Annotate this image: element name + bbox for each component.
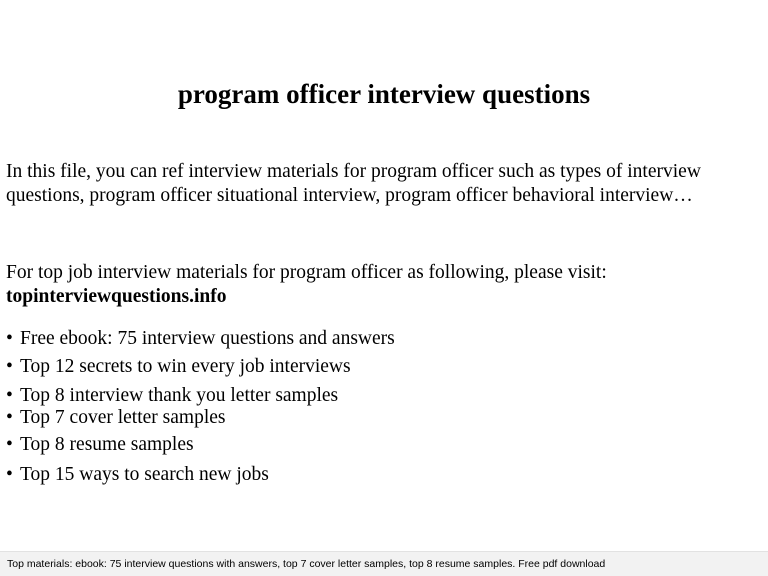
list-item <box>6 434 194 456</box>
list-item-text: Top 15 ways to search new jobs <box>20 464 269 485</box>
bullet-icon: • <box>6 464 13 485</box>
list-item <box>6 356 351 378</box>
list-item-text: Top 7 cover letter samples <box>20 407 226 428</box>
list-item <box>6 385 338 407</box>
bullet-icon: • <box>6 407 13 428</box>
list-item <box>6 407 225 429</box>
site-link[interactable]: topinterviewquestions.info <box>6 286 227 307</box>
visit-text: For top job interview materials for program officer as following, please visit: <box>6 262 607 283</box>
list-item <box>6 328 395 350</box>
list-item-text: Free ebook: 75 interview questions and answers <box>20 328 395 349</box>
bullet-icon: • <box>6 328 13 349</box>
footer-bar: Top materials: ebook: 75 interview questions with answers, top 7 cover letter samples, top 8 resume samples. Free pdf download <box>0 551 768 576</box>
intro-paragraph: In this file, you can ref interview materials for program officer such as types of interview questions, program officer situational interview, program officer behavioral interview… <box>6 161 701 206</box>
list-item-text: Top 8 resume samples <box>20 434 194 455</box>
list-item-text: Top 12 secrets to win every job interviews <box>20 356 351 377</box>
bullet-icon: • <box>6 434 13 455</box>
bullet-icon: • <box>6 356 13 377</box>
slide-title: program officer interview questions <box>177 79 591 109</box>
list-item-text: Top 8 interview thank you letter samples <box>20 385 339 406</box>
visit-paragraph <box>6 261 762 309</box>
list-item <box>6 464 269 486</box>
bullet-icon: • <box>6 385 13 406</box>
